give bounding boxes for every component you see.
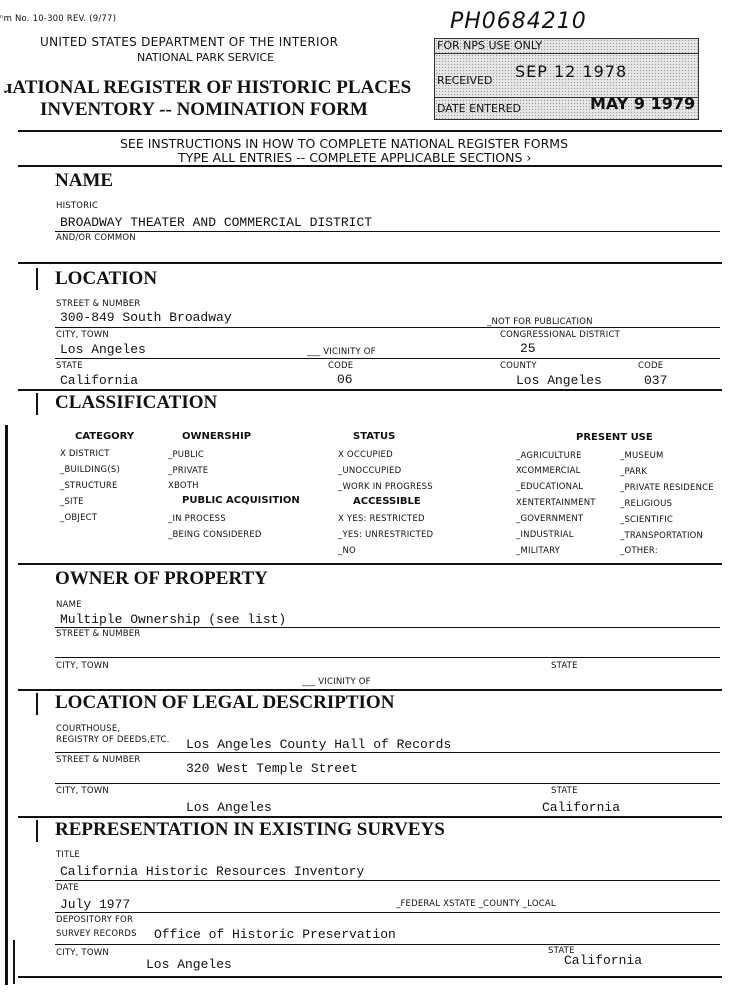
owner-name-value: Multiple Ownership (see list)	[60, 612, 287, 627]
ownership-item: _PRIVATE	[168, 466, 209, 476]
loc-code-label: CODE	[328, 361, 354, 371]
survey-title-label: TITLE	[56, 850, 80, 860]
scan-edge-mark	[13, 940, 15, 984]
use-item: _PRIVATE RESIDENCE	[620, 483, 714, 493]
survey-state-value: California	[564, 953, 643, 968]
date-entered-label: DATE ENTERED	[437, 102, 522, 115]
historic-label: HISTORIC	[56, 201, 99, 211]
legal-city-value: Los Angeles	[186, 800, 272, 815]
acquisition-item: _BEING CONSIDERED	[168, 530, 262, 540]
legal-state-value: California	[542, 800, 621, 815]
handwritten-id: PH0684210	[450, 9, 587, 34]
cong-district-label: CONGRESSIONAL DISTRICT	[500, 330, 621, 340]
status-item: _UNOCCUPIED	[338, 466, 402, 476]
accessible-title: ACCESSIBLE	[353, 496, 421, 507]
ownership-item: XBOTH	[168, 481, 199, 491]
owner-city-label: CITY, TOWN	[56, 661, 109, 671]
accessible-item: X YES: RESTRICTED	[338, 514, 425, 524]
category-title: CATEGORY	[75, 431, 135, 442]
section-surveys-heading: REPRESENTATION IN EXISTING SURVEYS	[55, 819, 445, 840]
courthouse-label: COURTHOUSE,	[56, 724, 121, 734]
loc-county-value: Los Angeles	[516, 373, 602, 388]
accessible-item: _NO	[338, 546, 356, 556]
not-for-publication: _NOT FOR PUBLICATION	[487, 317, 593, 327]
registry-label: REGISTRY OF DEEDS,ETC.	[56, 735, 170, 745]
nps-box-title: FOR NPS USE ONLY	[437, 39, 543, 52]
loc-state-label: STATE	[56, 361, 83, 371]
present-use-title: PRESENT USE	[576, 432, 653, 443]
section-name-heading: NAME	[55, 170, 114, 191]
use-item: _SCIENTIFIC	[620, 515, 674, 525]
form-number: ⁿm No. 10-300 REV. (9/77)	[0, 14, 117, 24]
loc-county-label: COUNTY	[500, 361, 537, 371]
survey-city-label: CITY, TOWN	[56, 948, 109, 958]
ownership-item: _PUBLIC	[168, 450, 205, 460]
section-owner-heading: OWNER OF PROPERTY	[55, 568, 268, 589]
legal-city-label: CITY, TOWN	[56, 786, 109, 796]
category-item: _STRUCTURE	[60, 481, 118, 491]
owner-state-label: STATE	[551, 661, 578, 671]
category-item: X DISTRICT	[60, 449, 110, 459]
accessible-item: _YES: UNRESTRICTED	[338, 530, 434, 540]
loc-street-value: 300-849 South Broadway	[60, 310, 232, 325]
depository-label-1: DEPOSITORY FOR	[56, 915, 134, 925]
section-legal-heading: LOCATION OF LEGAL DESCRIPTION	[55, 692, 395, 713]
received-label: RECEIVED	[437, 74, 493, 87]
section-location-heading: LOCATION	[55, 268, 158, 289]
received-stamp: SEP 12 1978	[515, 62, 628, 81]
survey-title-value: California Historic Resources Inventory	[60, 864, 365, 879]
use-item: _PARK	[620, 467, 648, 477]
category-item: _SITE	[60, 497, 84, 507]
use-item: _INDUSTRIAL	[516, 530, 574, 540]
scan-edge-mark	[5, 425, 8, 985]
legal-street-label: STREET & NUMBER	[56, 755, 141, 765]
survey-date-label: DATE	[56, 883, 79, 893]
legal-street-value: 320 West Temple Street	[186, 761, 358, 776]
use-item: _OTHER:	[620, 546, 658, 556]
loc-city-label: CITY, TOWN	[56, 330, 109, 340]
acquisition-item: _IN PROCESS	[168, 514, 226, 524]
status-item: X OCCUPIED	[338, 450, 393, 460]
loc-city-value: Los Angeles	[60, 342, 146, 357]
loc-vicinity: ___ VICINITY OF	[307, 347, 376, 357]
loc-code2-label: CODE	[638, 361, 664, 371]
survey-city-value: Los Angeles	[146, 957, 232, 972]
service-title: NATIONAL PARK SERVICE	[137, 51, 275, 64]
acquisition-title: PUBLIC ACQUISITION	[182, 495, 300, 506]
form-title-1: ɹATIONAL REGISTER OF HISTORIC PLACES	[4, 77, 412, 98]
common-label: AND/OR COMMON	[56, 233, 136, 243]
use-item: XCOMMERCIAL	[516, 466, 581, 476]
use-item: _TRANSPORTATION	[620, 531, 704, 541]
use-item: _RELIGIOUS	[620, 499, 673, 509]
cong-district-value: 25	[520, 341, 536, 356]
category-item: _BUILDING(S)	[60, 465, 120, 475]
ownership-title: OWNERSHIP	[182, 431, 252, 442]
historic-value: BROADWAY THEATER AND COMMERCIAL DISTRICT	[60, 215, 373, 230]
instructions-line-2: TYPE ALL ENTRIES -- COMPLETE APPLICABLE SECTIONS ›	[178, 150, 532, 165]
loc-code-value: 06	[337, 372, 353, 387]
owner-vicinity: ___ VICINITY OF	[302, 677, 371, 687]
status-title: STATUS	[353, 431, 396, 442]
category-item: _OBJECT	[60, 513, 98, 523]
loc-street-label: STREET & NUMBER	[56, 299, 141, 309]
owner-name-label: NAME	[56, 600, 82, 610]
section-classification-heading: CLASSIFICATION	[55, 392, 218, 413]
use-item: _MUSEUM	[620, 451, 664, 461]
owner-street-label: STREET & NUMBER	[56, 629, 141, 639]
status-item: _WORK IN PROGRESS	[338, 482, 433, 492]
loc-code2-value: 037	[644, 373, 668, 388]
use-item: _MILITARY	[516, 546, 561, 556]
legal-state-label: STATE	[551, 786, 578, 796]
use-item: _EDUCATIONAL	[516, 482, 584, 492]
loc-state-value: California	[60, 373, 139, 388]
survey-date-value: July 1977	[60, 897, 131, 912]
depository-value: Office of Historic Preservation	[154, 927, 396, 942]
department-title: UNITED STATES DEPARTMENT OF THE INTERIOR	[40, 35, 339, 49]
use-item: XENTERTAINMENT	[516, 498, 596, 508]
use-item: _AGRICULTURE	[516, 451, 582, 461]
instructions-line-1: SEE INSTRUCTIONS IN HOW TO COMPLETE NATIONAL REGISTER FORMS	[120, 136, 569, 151]
use-item: _GOVERNMENT	[516, 514, 584, 524]
date-entered-stamp: MAY 9 1979	[590, 94, 696, 113]
survey-state-label: STATE	[548, 946, 575, 956]
survey-levels: _FEDERAL XSTATE _COUNTY _LOCAL	[396, 899, 556, 909]
form-title-2: INVENTORY -- NOMINATION FORM	[40, 99, 368, 120]
depository-label-2: SURVEY RECORDS	[56, 929, 137, 939]
courthouse-value: Los Angeles County Hall of Records	[186, 737, 452, 752]
